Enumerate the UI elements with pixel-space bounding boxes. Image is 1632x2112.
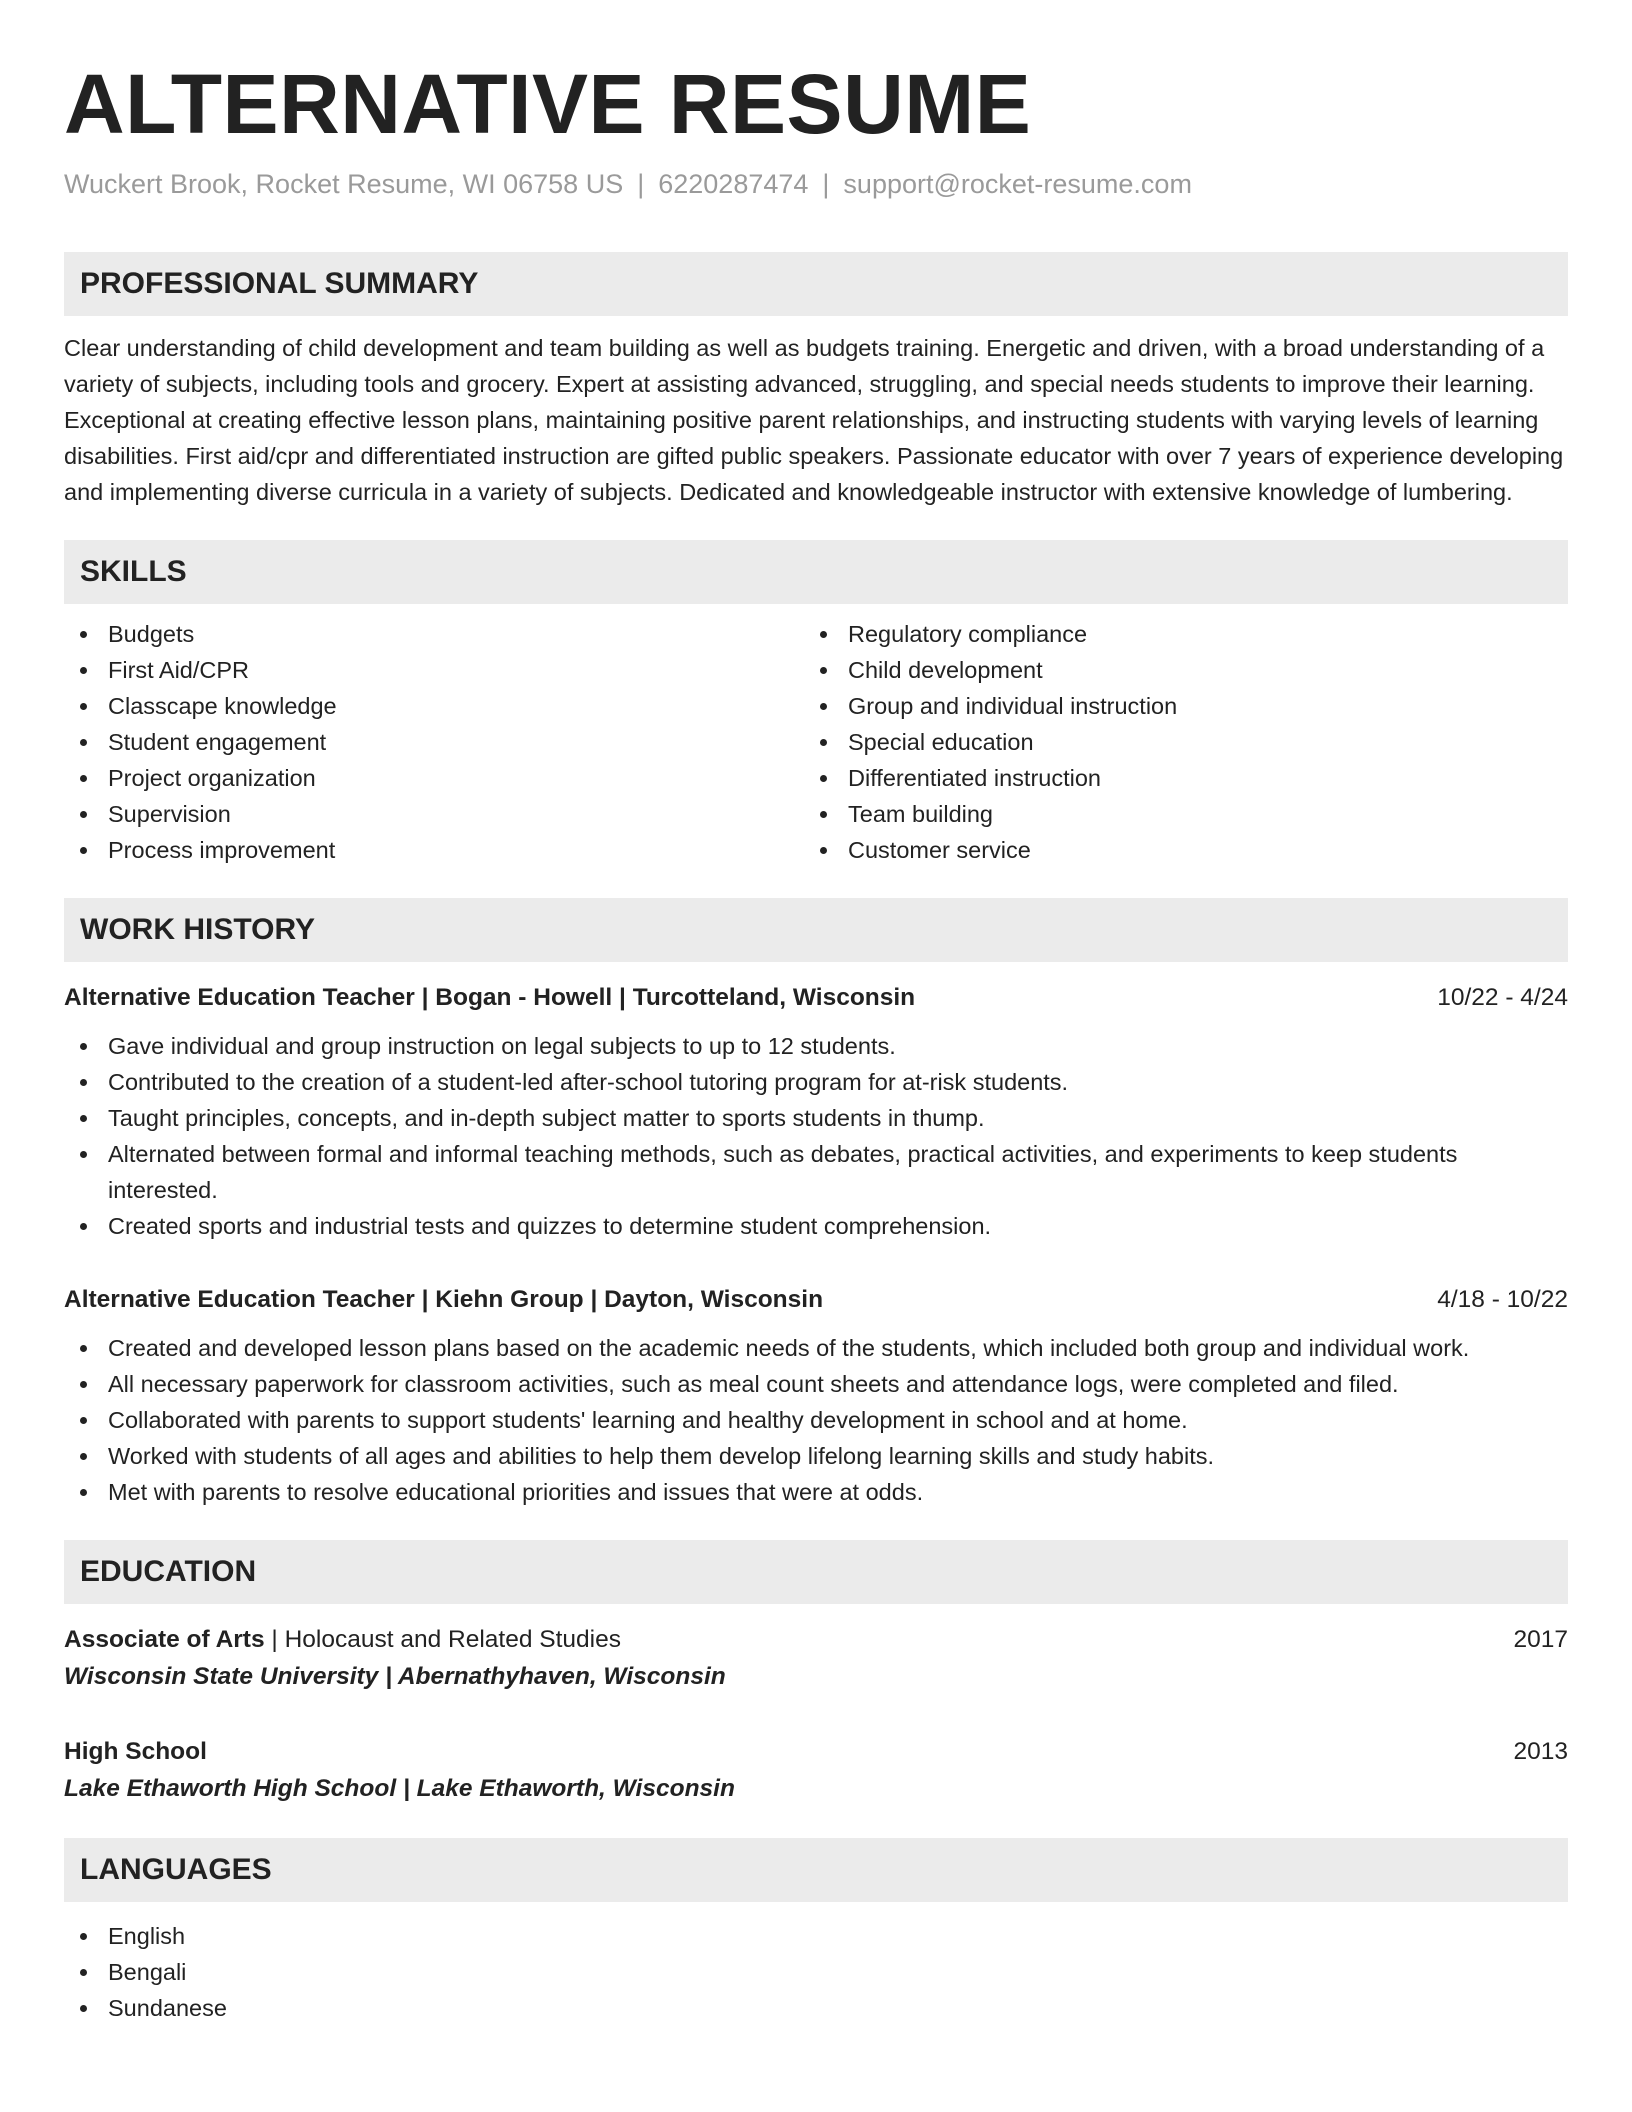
- skill-item: First Aid/CPR: [64, 652, 804, 688]
- skill-item: Classcape knowledge: [64, 688, 804, 724]
- resume-name: ALTERNATIVE RESUME: [64, 57, 1032, 151]
- job-header: [64, 980, 1568, 1016]
- language-item: English: [64, 1918, 1568, 1954]
- skill-item: Group and individual instruction: [804, 688, 1544, 724]
- job-dates: 10/22 - 4/24: [1437, 984, 1568, 1011]
- language-item: Bengali: [64, 1954, 1568, 1990]
- skills-grid: [64, 616, 1568, 868]
- education-school: Lake Ethaworth High School | Lake Ethaworth, Wisconsin: [64, 1775, 735, 1802]
- skill-item: Budgets: [64, 616, 804, 652]
- job-duty: Created sports and industrial tests and quizzes to determine student comprehension.: [64, 1208, 1568, 1244]
- skill-item: Regulatory compliance: [804, 616, 1544, 652]
- job-entry: [64, 1282, 1568, 1510]
- skill-item: Project organization: [64, 760, 804, 796]
- section-heading-summary: PROFESSIONAL SUMMARY: [64, 252, 1568, 316]
- section-heading-languages: LANGUAGES: [64, 1838, 1568, 1902]
- contact-separator: |: [822, 169, 830, 199]
- education-year: 2013: [1513, 1738, 1568, 1765]
- skill-item: Supervision: [64, 796, 804, 832]
- job-duty: Worked with students of all ages and abilities to help them develop lifelong learning skills and study habits.: [64, 1438, 1568, 1474]
- skill-item: Special education: [804, 724, 1544, 760]
- skills-column-right: [804, 616, 1544, 868]
- job-dates: 4/18 - 10/22: [1437, 1286, 1568, 1313]
- contact-phone: 6220287474: [658, 169, 809, 199]
- job-duty: All necessary paperwork for classroom activities, such as meal count sheets and attendance logs, were completed and filed.: [64, 1366, 1568, 1402]
- job-title: Alternative Education Teacher | Kiehn Group | Dayton, Wisconsin: [64, 1286, 824, 1313]
- job-title: Alternative Education Teacher | Bogan - Howell | Turcotteland, Wisconsin: [64, 984, 916, 1011]
- summary-text: Clear understanding of child development and team building as well as budgets training. Energetic and driven, with a broad understanding of a variety of subjects, including tools and grocery. Expert at assisting advanced, struggling, and special needs students to improve their learning. Exceptional at creating effective lesson plans, maintaining positive parent relationships, and instructing students with varying levels of learning disabilities. First aid/cpr and differentiated instruction are gifted public speakers. Passionate educator with over 7 years of experience developing and implementing diverse curricula in a variety of subjects. Dedicated and knowledgeable instructor with extensive knowledge of lumbering.: [64, 335, 1564, 505]
- skills-column-left: [64, 616, 804, 868]
- skill-item: Customer service: [804, 832, 1544, 868]
- contact-separator: |: [637, 169, 645, 199]
- section-heading-education: EDUCATION: [64, 1540, 1568, 1604]
- education-header: [64, 1622, 1568, 1658]
- job-duty: Collaborated with parents to support students' learning and healthy development in school and at home.: [64, 1402, 1568, 1438]
- skill-item: Child development: [804, 652, 1544, 688]
- section-heading-work-history: WORK HISTORY: [64, 898, 1568, 962]
- job-duties: [64, 1028, 1568, 1244]
- skill-item: Process improvement: [64, 832, 804, 868]
- language-item: Sundanese: [64, 1990, 1568, 2026]
- education-degree: Associate of Arts: [64, 1626, 265, 1653]
- job-duty: Alternated between formal and informal teaching methods, such as debates, practical activities, and experiments to keep students interested.: [64, 1136, 1568, 1208]
- education-field: | Holocaust and Related Studies: [264, 1626, 621, 1653]
- education-degree-line: [64, 1622, 621, 1658]
- education-entry: [64, 1734, 1568, 1808]
- education-header: [64, 1734, 1568, 1770]
- job-duty: Gave individual and group instruction on legal subjects to up to 12 students.: [64, 1028, 1568, 1064]
- contact-address: Wuckert Brook, Rocket Resume, WI 06758 US: [64, 169, 624, 199]
- education-degree: High School: [64, 1738, 207, 1765]
- job-duty: Created and developed lesson plans based on the academic needs of the students, which included both group and individual work.: [64, 1330, 1568, 1366]
- contact-line: [64, 166, 1568, 202]
- job-header: [64, 1282, 1568, 1318]
- education-school: Wisconsin State University | Abernathyhaven, Wisconsin: [64, 1663, 726, 1690]
- job-duty: Contributed to the creation of a student-led after-school tutoring program for at-risk students.: [64, 1064, 1568, 1100]
- education-entry: [64, 1622, 1568, 1696]
- education-year: 2017: [1513, 1626, 1568, 1653]
- skill-item: Differentiated instruction: [804, 760, 1544, 796]
- job-duty: Met with parents to resolve educational priorities and issues that were at odds.: [64, 1474, 1568, 1510]
- job-duty: Taught principles, concepts, and in-depth subject matter to sports students in thump.: [64, 1100, 1568, 1136]
- languages-list: [64, 1918, 1568, 2026]
- contact-email: support@rocket-resume.com: [843, 169, 1192, 199]
- job-duties: [64, 1330, 1568, 1510]
- education-degree-line: [64, 1734, 207, 1770]
- skill-item: Student engagement: [64, 724, 804, 760]
- skill-item: Team building: [804, 796, 1544, 832]
- job-entry: [64, 980, 1568, 1244]
- section-heading-skills: SKILLS: [64, 540, 1568, 604]
